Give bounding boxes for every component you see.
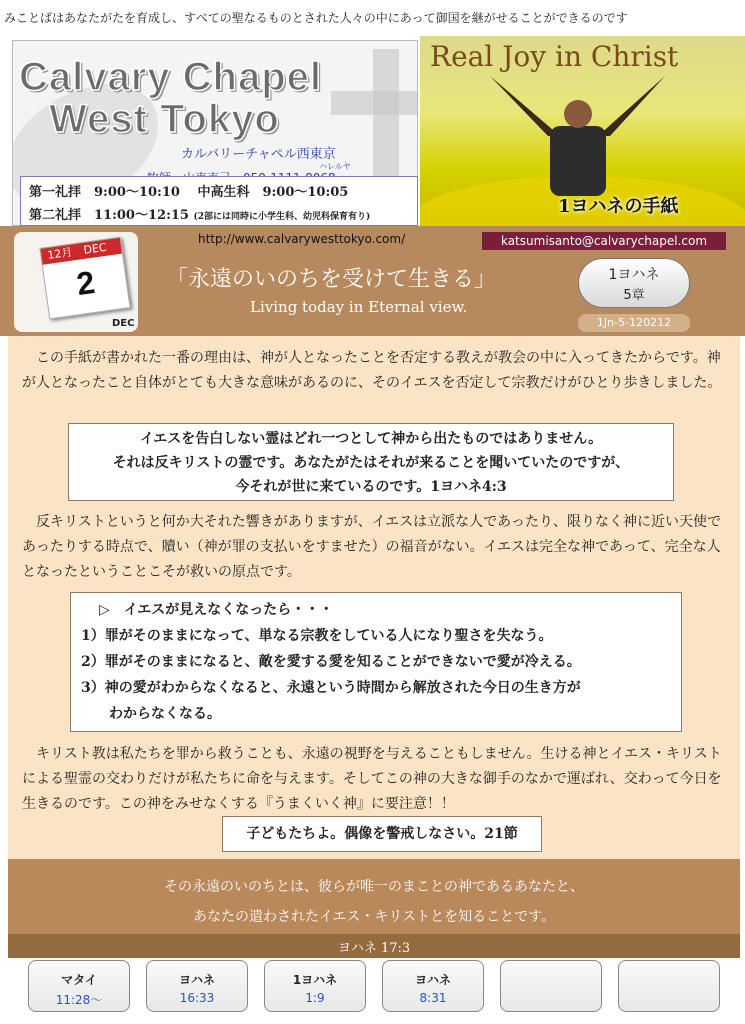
tab-john-2[interactable]	[382, 960, 484, 1012]
tab-book: ヨハネ	[178, 973, 215, 987]
tab-book: マタイ	[61, 973, 97, 987]
calendar-icon	[39, 237, 130, 320]
list-item: 3）神の愛がわからなくなると、永遠という時間から解放された今日の生き方が	[81, 680, 581, 696]
tab-1john[interactable]	[264, 960, 366, 1012]
calendar-day: 2	[74, 263, 98, 303]
logo-line2: West Tokyo	[49, 97, 280, 141]
tab-empty-1[interactable]	[500, 960, 602, 1012]
logo-line1: Calvary Chapel	[19, 55, 323, 99]
book-chapter-badge	[578, 258, 690, 308]
list-item: 2）罪がそのままになると、敵を愛する愛を知ることができないで愛が冷える。	[81, 654, 581, 670]
chapter-label: 5章	[623, 288, 645, 303]
quote-line: 今それが世に来ているのです。1ヨハネ4:3	[235, 479, 507, 495]
paragraph-1: この手紙が書かれた一番の理由は、神が人となったことを否定する教えが教会の中に入ってきたからです。神が人となったこと自体がとても大きな意味があるのに、そのイエスを否定して宗教だけがひとり歩きしました。	[22, 350, 722, 391]
calendar-panel	[14, 232, 138, 332]
sermon-title: 「永遠のいのちを受けて生きる」	[166, 267, 497, 292]
quote-line: イエスを告白しない霊はどれ一つとして神から出たものではありません。	[139, 431, 603, 447]
verse-21-box: 子どもたちよ。偶像を警戒しなさい。21節	[222, 816, 542, 852]
tab-ref: 1:9	[305, 991, 325, 1005]
list-item: わからなくなる。	[81, 706, 221, 722]
sermon-title-en: Living today in Eternal view.	[250, 298, 468, 316]
tab-book: 1ヨハネ	[292, 973, 338, 987]
list-heading: ▷ イエスが見えなくなったら・・・	[99, 602, 334, 618]
hallelujah-text: ハレルヤ	[319, 162, 351, 171]
tab-empty-2[interactable]	[618, 960, 720, 1012]
footer-reference: ヨハネ 17:3	[337, 941, 411, 956]
service-line2: 第二礼拝 11:00～12:15	[29, 208, 189, 223]
photo-caption: 1ヨハネの手紙	[558, 196, 679, 217]
book-name: 1ヨハネ	[608, 267, 660, 283]
quote-line: それは反キリストの霊です。あなたがたはそれが来ることを聞いていたのですが、	[112, 455, 630, 471]
footer-line1: その永遠のいのちとは、彼らが唯一のまことの神であるあなたと、	[164, 879, 584, 895]
tab-matthew[interactable]	[28, 960, 130, 1012]
service-times	[20, 176, 418, 226]
point-list-box	[70, 592, 682, 732]
paragraph-3: キリスト教は私たちを罪から救うことも、永遠の視野を与えることもしません。生ける神とイエス・キリストによる聖霊の交わりだけが私たちに命を与えます。そしてこの神の大きな御手のなかで運ばれ、交わって今日を生きるのです。この神をみせなくする『うまくいく神』に要注意！！	[22, 746, 722, 812]
tab-john[interactable]	[146, 960, 248, 1012]
top-verse: みことばはあなたがたを育成し、すべての聖なるものとされた人々の中にあって御国を継がせることができるのです	[4, 11, 628, 25]
church-jp-name: カルバリーチャペル西東京	[181, 147, 336, 162]
list-item: 1）罪がそのままになって、単なる宗教をしている人になり聖さを失なう。	[81, 628, 553, 644]
church-url[interactable]: http://www.calvarywesttokyo.com/	[198, 232, 406, 246]
tab-ref: 8:31	[419, 991, 447, 1005]
service-note: (2部には同時に小学生科、幼児科保育有り)	[193, 212, 371, 222]
tab-ref: 11:28～	[55, 993, 103, 1007]
footer-line2: あなたの遣わされたイエス・キリストとを知ることです。	[192, 909, 556, 925]
scripture-quote-box	[68, 423, 674, 501]
header-photo	[420, 36, 745, 226]
calendar-month-jp: 12月	[46, 245, 74, 262]
calendar-month-en: DEC	[82, 240, 108, 257]
email-address[interactable]: katsumisanto@calvarychapel.com	[482, 232, 726, 250]
tab-book: ヨハネ	[414, 973, 451, 987]
tab-ref: 16:33	[179, 991, 215, 1005]
service-line1: 第一礼拝 9:00～10:10 中高生科 9:00～10:05	[29, 185, 349, 200]
cross-bar	[331, 91, 418, 115]
calendar-bottom-label: DEC	[112, 318, 135, 329]
paragraph-2: 反キリストというと何か大それた響きがありますが、イエスは立派な人であったり、限りなく神に近い天使であったりする時点で、贖い（神が罪の支払いをすませた）の福音がない。イエスは完全な神であって、完全な人となったということこそが救いの原点です。	[22, 514, 722, 580]
sermon-code: 1Jn-5-120212	[578, 314, 690, 332]
photo-title: Real Joy in Christ	[430, 40, 679, 73]
